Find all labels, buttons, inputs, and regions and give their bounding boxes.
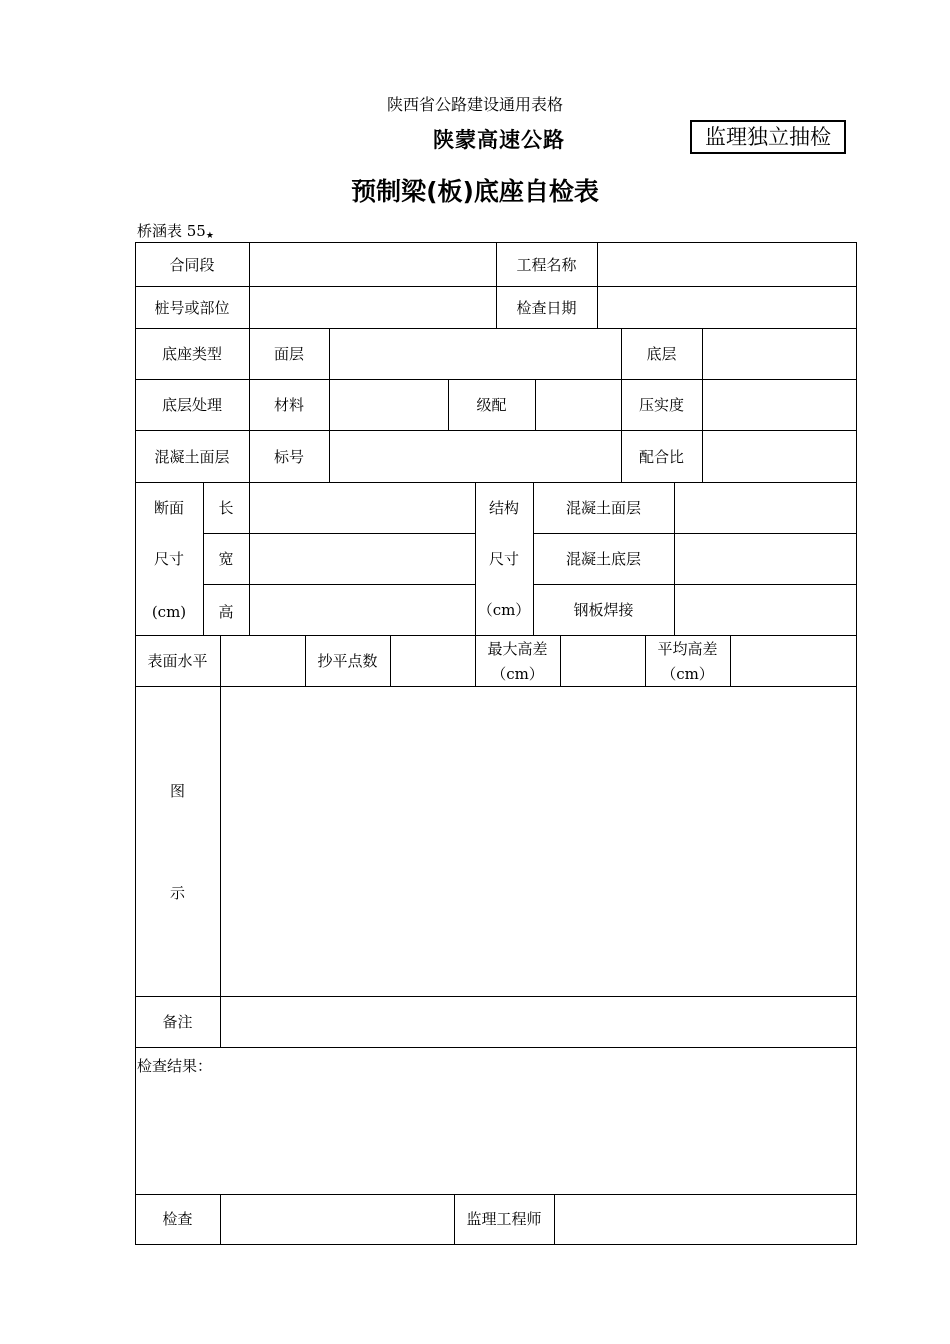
steel-welding-field[interactable] xyxy=(675,585,856,635)
struct-concrete-surface-field[interactable] xyxy=(675,483,856,533)
grade-field[interactable] xyxy=(330,431,621,482)
form-number-text: 桥涵表 55 xyxy=(137,222,206,240)
page-title: 预制梁(板)底座自检表 xyxy=(351,177,599,206)
label-surface-level: 表面水平 xyxy=(147,652,208,670)
label-bottom-treatment: 底层处理 xyxy=(161,396,222,414)
label-inspector: 检查 xyxy=(162,1210,193,1228)
label-check-result: 检查结果： xyxy=(137,1057,213,1075)
label-section-3: (cm) xyxy=(151,603,187,621)
check-result-field[interactable] xyxy=(136,1080,856,1194)
label-max-diff-2: （cm） xyxy=(491,665,544,683)
bottom-layer-field[interactable] xyxy=(703,329,856,379)
label-base-type: 底座类型 xyxy=(161,345,222,363)
label-gradation: 级配 xyxy=(476,396,507,414)
label-material: 材料 xyxy=(273,396,304,414)
label-contract-section: 合同段 xyxy=(169,256,215,274)
label-length: 长 xyxy=(218,499,234,517)
label-struct-3: （cm） xyxy=(477,601,531,619)
label-diagram-1: 图 xyxy=(169,782,185,800)
label-grade: 标号 xyxy=(273,448,304,466)
mix-ratio-field[interactable] xyxy=(703,431,856,482)
height-field[interactable] xyxy=(250,585,475,635)
avg-diff-field[interactable] xyxy=(731,636,856,686)
supervisor-signature-field[interactable] xyxy=(555,1195,856,1244)
check-date-field[interactable] xyxy=(598,287,856,328)
width-field[interactable] xyxy=(250,534,475,584)
label-avg-diff-2: （cm） xyxy=(661,665,714,683)
surface-layer-field[interactable] xyxy=(330,329,621,379)
label-struct-2: 尺寸 xyxy=(488,550,519,568)
label-supervisor: 监理工程师 xyxy=(466,1210,542,1228)
label-surface-layer: 面层 xyxy=(273,345,304,363)
station-field[interactable] xyxy=(250,287,496,328)
road-name: 陕蒙高速公路 xyxy=(433,128,565,152)
label-struct-concrete-surface: 混凝土面层 xyxy=(565,499,641,517)
label-compaction: 压实度 xyxy=(638,396,684,414)
max-diff-field[interactable] xyxy=(561,636,645,686)
label-mix-ratio: 配合比 xyxy=(638,448,684,466)
label-diagram-2: 示 xyxy=(169,884,185,902)
label-bottom-layer: 底层 xyxy=(646,345,677,363)
label-struct-1: 结构 xyxy=(488,499,519,517)
label-width: 宽 xyxy=(218,550,234,568)
inspector-signature-field[interactable] xyxy=(221,1195,454,1244)
leveling-points-field[interactable] xyxy=(391,636,475,686)
inspection-badge: 监理独立抽检 xyxy=(690,120,846,154)
label-remarks: 备注 xyxy=(162,1013,193,1031)
length-field[interactable] xyxy=(250,483,475,533)
project-name-field[interactable] xyxy=(598,243,856,286)
form-supertitle: 陕西省公路建设通用表格 xyxy=(386,95,563,114)
material-field[interactable] xyxy=(330,380,448,430)
compaction-field[interactable] xyxy=(703,380,856,430)
label-section-1: 断面 xyxy=(153,499,184,517)
gradation-field[interactable] xyxy=(536,380,621,430)
contract-section-field[interactable] xyxy=(250,243,496,286)
label-project-name: 工程名称 xyxy=(516,256,577,274)
diagram-area[interactable] xyxy=(221,687,856,996)
label-height: 高 xyxy=(218,603,234,621)
label-struct-concrete-bottom: 混凝土底层 xyxy=(565,550,641,568)
label-max-diff-1: 最大高差 xyxy=(487,640,548,658)
label-section-2: 尺寸 xyxy=(153,550,184,568)
label-check-date: 检查日期 xyxy=(516,299,577,317)
label-station: 桩号或部位 xyxy=(154,299,230,317)
surface-level-field[interactable] xyxy=(221,636,305,686)
remarks-field[interactable] xyxy=(221,997,856,1047)
label-avg-diff-1: 平均高差 xyxy=(657,640,718,658)
struct-concrete-bottom-field[interactable] xyxy=(675,534,856,584)
label-steel-welding: 钢板焊接 xyxy=(573,601,634,619)
star-icon: ★ xyxy=(205,231,214,241)
label-leveling-points: 抄平点数 xyxy=(317,652,378,670)
label-concrete-surface: 混凝土面层 xyxy=(154,448,230,466)
